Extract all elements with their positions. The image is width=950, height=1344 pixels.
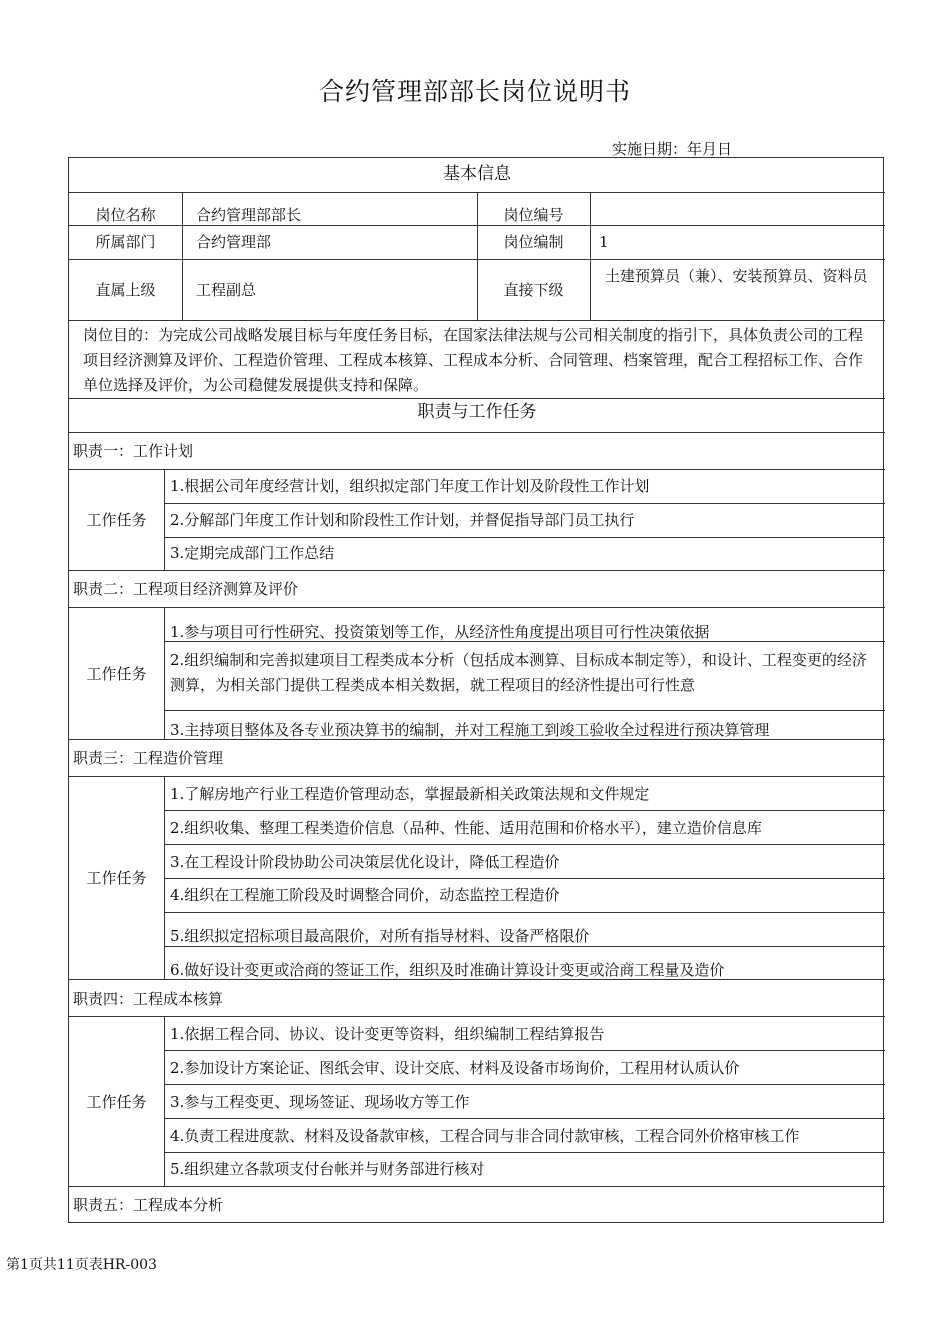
task-item: 1.了解房地产行业工程造价管理动态，掌握最新相关政策法规和文件规定 <box>170 785 650 803</box>
duty-title: 职责三：工程造价管理 <box>73 749 224 767</box>
duty-title: 职责二：工程项目经济测算及评价 <box>73 580 299 598</box>
field-value-department: 合约管理部 <box>196 233 272 251</box>
implementation-date: 实施日期：年月日 <box>612 140 733 158</box>
field-value-supervisor: 工程副总 <box>196 281 257 299</box>
duties-heading: 职责与工作任务 <box>417 402 537 422</box>
field-label-position-code: 岗位编号 <box>503 206 564 224</box>
position-purpose: 岗位目的：为完成公司战略发展目标与年度任务目标，在国家法律法规与公司相关制度的指引下，具体负责公司的工程项目经济测算及评价、工程造价管理、工程成本核算、工程成本分析、合同管理、档案管理，配合工程招标工作、合作单位选择及评价，为公司稳健发展提供支持和保障。 <box>83 326 864 394</box>
duty-title: 职责五：工程成本分析 <box>73 1196 224 1214</box>
field-label-subordinates: 直接下级 <box>503 281 564 299</box>
task-item: 1.依据工程合同、协议、设计变更等资料，组织编制工程结算报告 <box>170 1025 605 1043</box>
task-item: 2.参加设计方案论证、图纸会审、设计交底、材料及设备市场询价，工程用材认质认价 <box>170 1059 740 1077</box>
duty-title: 职责四：工程成本核算 <box>73 990 224 1008</box>
task-item: 3.参与工程变更、现场签证、现场收方等工作 <box>170 1093 470 1111</box>
task-item: 6.做好设计变更或洽商的签证工作，组织及时准确计算设计变更或洽商工程量及造价 <box>170 961 725 979</box>
task-label: 工作任务 <box>86 511 147 529</box>
task-item: 2.组织编制和完善拟建项目工程类成本分析（包括成本测算、目标成本制定等），和设计、工程变更的经济测算，为相关部门提供工程类成本相关数据，就工程项目的经济性提出可行性意 <box>170 651 867 694</box>
task-item: 3.主持项目整体及各专业预决算书的编制，并对工程施工到竣工验收全过程进行预决算管理 <box>170 721 770 739</box>
task-label: 工作任务 <box>86 665 147 683</box>
task-item: 1.根据公司年度经营计划，组织拟定部门年度工作计划及阶段性工作计划 <box>170 477 650 495</box>
task-label: 工作任务 <box>86 869 147 887</box>
field-value-subordinates: 土建预算员（兼）、安装预算员、资料员 <box>605 267 868 285</box>
basic-info-heading: 基本信息 <box>443 164 511 184</box>
task-item: 4.组织在工程施工阶段及时调整合同价，动态监控工程造价 <box>170 886 560 904</box>
task-item: 3.在工程设计阶段协助公司决策层优化设计，降低工程造价 <box>170 853 560 871</box>
document-title: 合约管理部部长岗位说明书 <box>318 77 631 106</box>
task-item: 2.分解部门年度工作计划和阶段性工作计划，并督促指导部门员工执行 <box>170 511 635 529</box>
field-label-supervisor: 直属上级 <box>95 281 156 299</box>
task-item: 4.负责工程进度款、材料及设备款审核，工程合同与非合同付款审核，工程合同外价格审核工作 <box>170 1127 800 1145</box>
duty-title: 职责一：工作计划 <box>73 442 194 460</box>
task-item: 5.组织建立各款项支付台帐并与财务部进行核对 <box>170 1160 485 1178</box>
field-label-position-name: 岗位名称 <box>95 206 156 224</box>
task-item: 3.定期完成部门工作总结 <box>170 544 335 562</box>
field-label-headcount: 岗位编制 <box>503 233 564 251</box>
field-value-position-name: 合约管理部部长 <box>196 206 302 224</box>
task-item: 5.组织拟定招标项目最高限价，对所有指导材料、设备严格限价 <box>170 927 590 945</box>
task-item: 1.参与项目可行性研究、投资策划等工作，从经济性角度提出项目可行性决策依据 <box>170 623 710 641</box>
field-label-department: 所属部门 <box>95 233 156 251</box>
task-label: 工作任务 <box>86 1093 147 1111</box>
job-description-table <box>68 157 884 1223</box>
page-footer: 第1页共11页表HR-003 <box>6 1257 157 1273</box>
field-value-headcount: 1 <box>599 233 609 251</box>
task-item: 2.组织收集、整理工程类造价信息（品种、性能、适用范围和价格水平），建立造价信息库 <box>170 819 762 837</box>
